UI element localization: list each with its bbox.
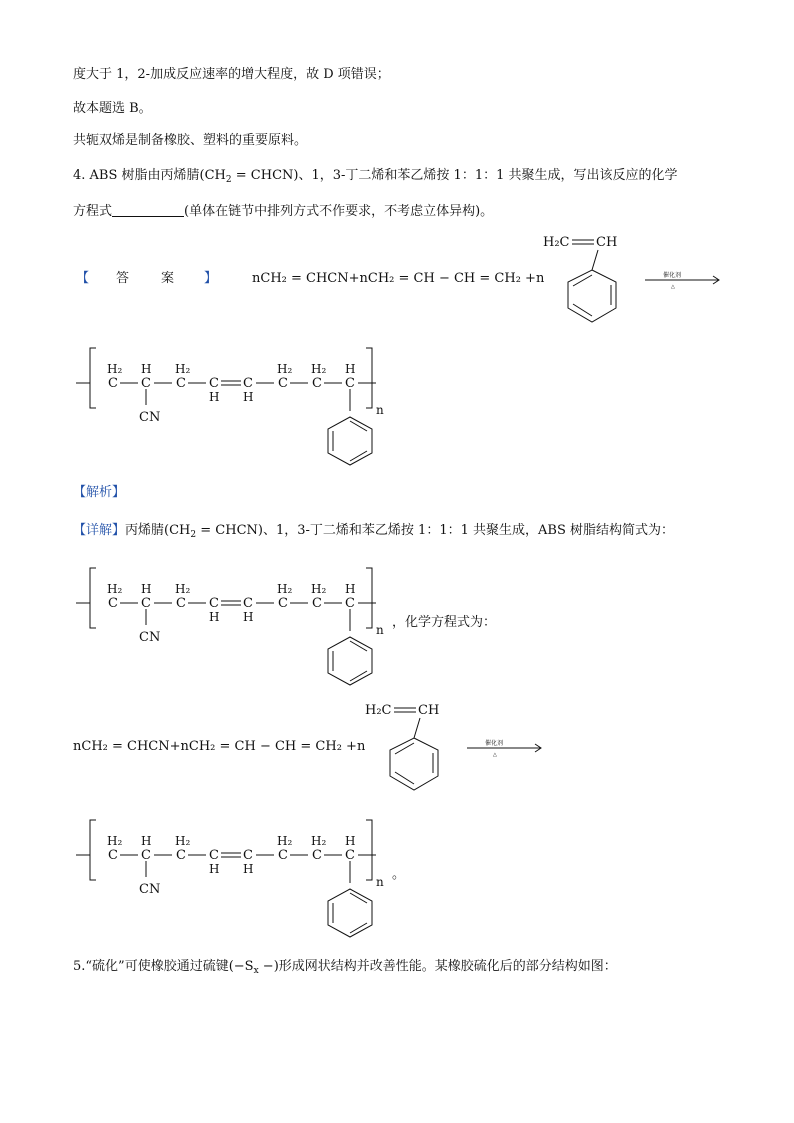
- svg-text:C: C: [345, 596, 355, 611]
- svg-text:C: C: [345, 848, 355, 863]
- svg-text:C: C: [108, 376, 118, 391]
- svg-text:H₂: H₂: [277, 834, 293, 848]
- svg-text:H: H: [209, 862, 220, 876]
- svg-text:H: H: [141, 362, 152, 376]
- polymer-structure-3: [76, 817, 406, 942]
- question-5-line: [73, 958, 617, 980]
- polymer-structure-1: [76, 345, 406, 470]
- svg-text:n: n: [376, 623, 384, 637]
- svg-text:H₂C: H₂C: [365, 703, 392, 718]
- answer-equation-lhs: nCH₂ = CHCN+nCH₂ = CH − CH = CH₂ +n: [252, 271, 545, 286]
- svg-text:H₂C: H₂C: [543, 235, 570, 250]
- svg-text:CN: CN: [139, 630, 161, 645]
- svg-text:C: C: [312, 596, 322, 611]
- svg-text:n: n: [376, 875, 384, 889]
- svg-text:C: C: [176, 848, 186, 863]
- after-polymer-text: ，化学方程式为：: [392, 615, 497, 630]
- question-number: 4.: [73, 168, 86, 183]
- svg-text:H₂: H₂: [277, 362, 293, 376]
- reaction-arrow-2: [465, 738, 545, 758]
- svg-text:H: H: [141, 582, 152, 596]
- svg-text:催化剂: 催化剂: [663, 272, 682, 279]
- svg-text:H: H: [209, 390, 220, 404]
- question-5-text-b: 形成网状结构并改善性能。某橡胶硫化后的部分结构如图：: [278, 959, 617, 974]
- question-5-text-a: 5.“硫化”可使橡胶通过硫键: [73, 959, 229, 974]
- question-4-text-b: 、1，3-丁二烯和苯乙烯按 1：1：1 共聚生成，写出该反应的化学: [298, 168, 678, 183]
- svg-text:C: C: [278, 848, 288, 863]
- svg-text:C: C: [278, 376, 288, 391]
- svg-text:H: H: [209, 610, 220, 624]
- svg-text:△: △: [493, 752, 497, 758]
- detail-text-b: 、1，3-丁二烯和苯乙烯按 1：1：1 共聚生成，ABS 树脂结构简式为：: [262, 523, 674, 538]
- svg-text:C: C: [243, 848, 253, 863]
- reaction-arrow-1: [643, 270, 723, 290]
- svg-text:H: H: [345, 834, 356, 848]
- question-4-text-a: ABS 树脂由丙烯腈: [89, 168, 200, 183]
- svg-text:C: C: [209, 596, 219, 611]
- svg-text:C: C: [108, 848, 118, 863]
- detail-text-a: 丙烯腈: [125, 523, 165, 538]
- svg-text:H: H: [243, 610, 254, 624]
- question-4-line-1: [73, 167, 678, 189]
- prev-line-2: 故本题选 B。: [73, 101, 152, 116]
- svg-text:H₂: H₂: [311, 362, 327, 376]
- question-4-text-d: (单体在链节中排列方式不作要求，不考虑立体异构)。: [184, 204, 494, 219]
- svg-text:催化剂: 催化剂: [485, 740, 504, 747]
- svg-text:C: C: [243, 376, 253, 391]
- prev-line-3: 共轭双烯是制备橡胶、塑料的重要原料。: [73, 133, 308, 148]
- acrylonitrile-formula-2: ($CH_2$ = CHCN): [164, 523, 263, 540]
- svg-text:C: C: [312, 848, 322, 863]
- styrene-structure-2: [362, 698, 462, 798]
- detail-label: 【详解】: [73, 523, 126, 538]
- svg-text:H₂: H₂: [277, 582, 293, 596]
- svg-text:H₂: H₂: [175, 362, 191, 376]
- detail-line: [73, 522, 674, 544]
- svg-text:CN: CN: [139, 882, 161, 897]
- svg-text:C: C: [209, 848, 219, 863]
- svg-text:C: C: [141, 596, 151, 611]
- analysis-label: 【解析】: [73, 485, 126, 500]
- svg-text:C: C: [312, 376, 322, 391]
- svg-text:H₂: H₂: [311, 834, 327, 848]
- question-4-text-c: 方程式: [73, 204, 113, 219]
- svg-text:H: H: [243, 862, 254, 876]
- svg-text:C: C: [278, 596, 288, 611]
- svg-text:C: C: [141, 848, 151, 863]
- answer-label-1: 答: [116, 271, 130, 286]
- svg-text:CH: CH: [418, 703, 440, 718]
- svg-text:H₂: H₂: [107, 834, 123, 848]
- prev-line-1: 度大于 1，2-加成反应速率的增大程度，故 D 项错误；: [73, 67, 390, 82]
- polymer-structure-2: [76, 565, 406, 690]
- svg-text:C: C: [243, 596, 253, 611]
- svg-text:H₂: H₂: [175, 834, 191, 848]
- sulfur-bond-formula: ($-S_x$ −): [228, 959, 279, 976]
- answer-bracket-open: 【: [76, 271, 90, 286]
- svg-text:n: n: [376, 403, 384, 417]
- svg-text:H: H: [345, 582, 356, 596]
- answer-label-2: 案: [161, 271, 175, 286]
- svg-text:C: C: [176, 376, 186, 391]
- svg-text:△: △: [671, 284, 675, 290]
- answer-bracket-close: 】: [204, 271, 218, 286]
- svg-text:H₂: H₂: [175, 582, 191, 596]
- end-mark: 。: [392, 867, 406, 882]
- svg-text:C: C: [141, 376, 151, 391]
- svg-text:C: C: [108, 596, 118, 611]
- styrene-structure-1: [540, 230, 640, 330]
- svg-text:H₂: H₂: [311, 582, 327, 596]
- svg-text:H: H: [345, 362, 356, 376]
- question-4-line-2: [73, 203, 493, 221]
- svg-text:CN: CN: [139, 410, 161, 425]
- svg-text:C: C: [176, 596, 186, 611]
- svg-text:H: H: [141, 834, 152, 848]
- svg-text:H₂: H₂: [107, 362, 123, 376]
- svg-text:CH: CH: [596, 235, 618, 250]
- analysis-equation-lhs: nCH₂ = CHCN+nCH₂ = CH − CH = CH₂ +n: [73, 739, 366, 754]
- answer-blank: [112, 204, 184, 217]
- acrylonitrile-formula: ($CH_2$ = CHCN): [199, 168, 299, 185]
- svg-text:C: C: [209, 376, 219, 391]
- svg-text:H: H: [243, 390, 254, 404]
- svg-text:H₂: H₂: [107, 582, 123, 596]
- svg-text:C: C: [345, 376, 355, 391]
